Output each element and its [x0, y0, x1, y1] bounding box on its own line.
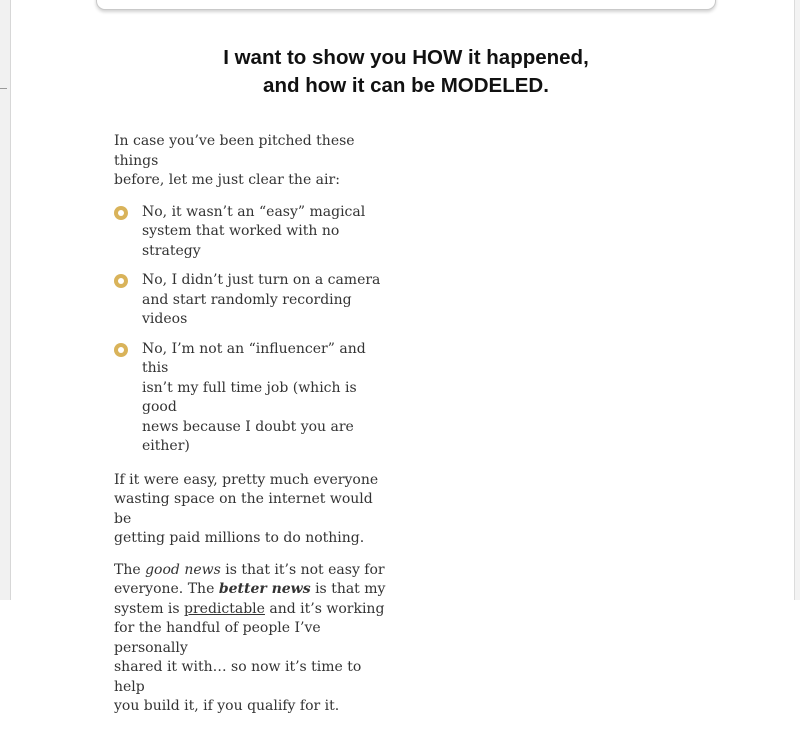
- list-item-line: either): [142, 438, 190, 454]
- paragraph-line: If it were easy, pretty much everyone: [114, 471, 379, 488]
- top-card-panel: [96, 0, 716, 10]
- list-item-line: strategy: [142, 242, 201, 259]
- paragraph-line: you build it, if you qualify for it.: [114, 698, 340, 714]
- paragraph-line: wasting space on the internet would be: [114, 491, 373, 527]
- paragraph-text: everyone. The: [114, 581, 219, 597]
- gold-circle-bullet-icon: [114, 274, 128, 288]
- easy-paragraph: [114, 471, 390, 549]
- heading-line-1: I want to show you HOW it happened,: [223, 46, 589, 69]
- list-item-line: videos: [142, 311, 188, 327]
- heading-line-2: and how it can be MODELED.: [263, 74, 549, 97]
- paragraph-text: system is: [114, 600, 185, 617]
- good-news-emphasis: good news: [145, 561, 221, 578]
- paragraph-text: and it’s working: [264, 600, 385, 617]
- paragraph-text: is that my: [310, 581, 386, 597]
- good-news-paragraph: [114, 561, 390, 717]
- list-item-line: system that worked with no: [142, 223, 340, 239]
- list-item-line: No, I didn’t just turn on a camera: [142, 272, 381, 288]
- gold-circle-bullet-icon: [114, 343, 128, 357]
- paragraph-line: shared it with… so now it’s time to help: [114, 659, 362, 695]
- objection-list: [114, 203, 390, 457]
- list-item-line: No, I’m not an “influencer” and this: [142, 340, 366, 376]
- intro-line-2: before, let me just clear the air:: [114, 172, 340, 188]
- list-item-line: isn’t my full time job (which is good: [142, 379, 357, 415]
- paragraph-line: for the handful of people I’ve personally: [114, 620, 321, 656]
- list-item: [114, 271, 390, 330]
- list-item: [114, 203, 390, 262]
- vertical-scrollbar[interactable]: [794, 0, 800, 600]
- gold-circle-bullet-icon: [114, 206, 128, 220]
- section-heading: [150, 44, 662, 100]
- paragraph-text: is that it’s not easy for: [220, 561, 385, 578]
- intro-paragraph: [114, 132, 390, 191]
- left-sidebar-edge: [0, 0, 11, 600]
- intro-line-1: In case you’ve been pitched these things: [114, 133, 355, 169]
- list-item-line: No, it wasn’t an “easy” magical: [142, 203, 366, 220]
- list-item-line: and start randomly recording: [142, 291, 352, 308]
- body-copy: [114, 132, 390, 729]
- list-item-line: news because I doubt you are: [142, 418, 354, 435]
- better-news-emphasis: better news: [218, 581, 311, 597]
- sidebar-collapse-handle[interactable]: [0, 88, 7, 89]
- predictable-underlined-text: predictable: [184, 600, 265, 617]
- paragraph-line: getting paid millions to do nothing.: [114, 530, 365, 546]
- list-item: [114, 340, 390, 457]
- paragraph-text: The: [114, 561, 146, 578]
